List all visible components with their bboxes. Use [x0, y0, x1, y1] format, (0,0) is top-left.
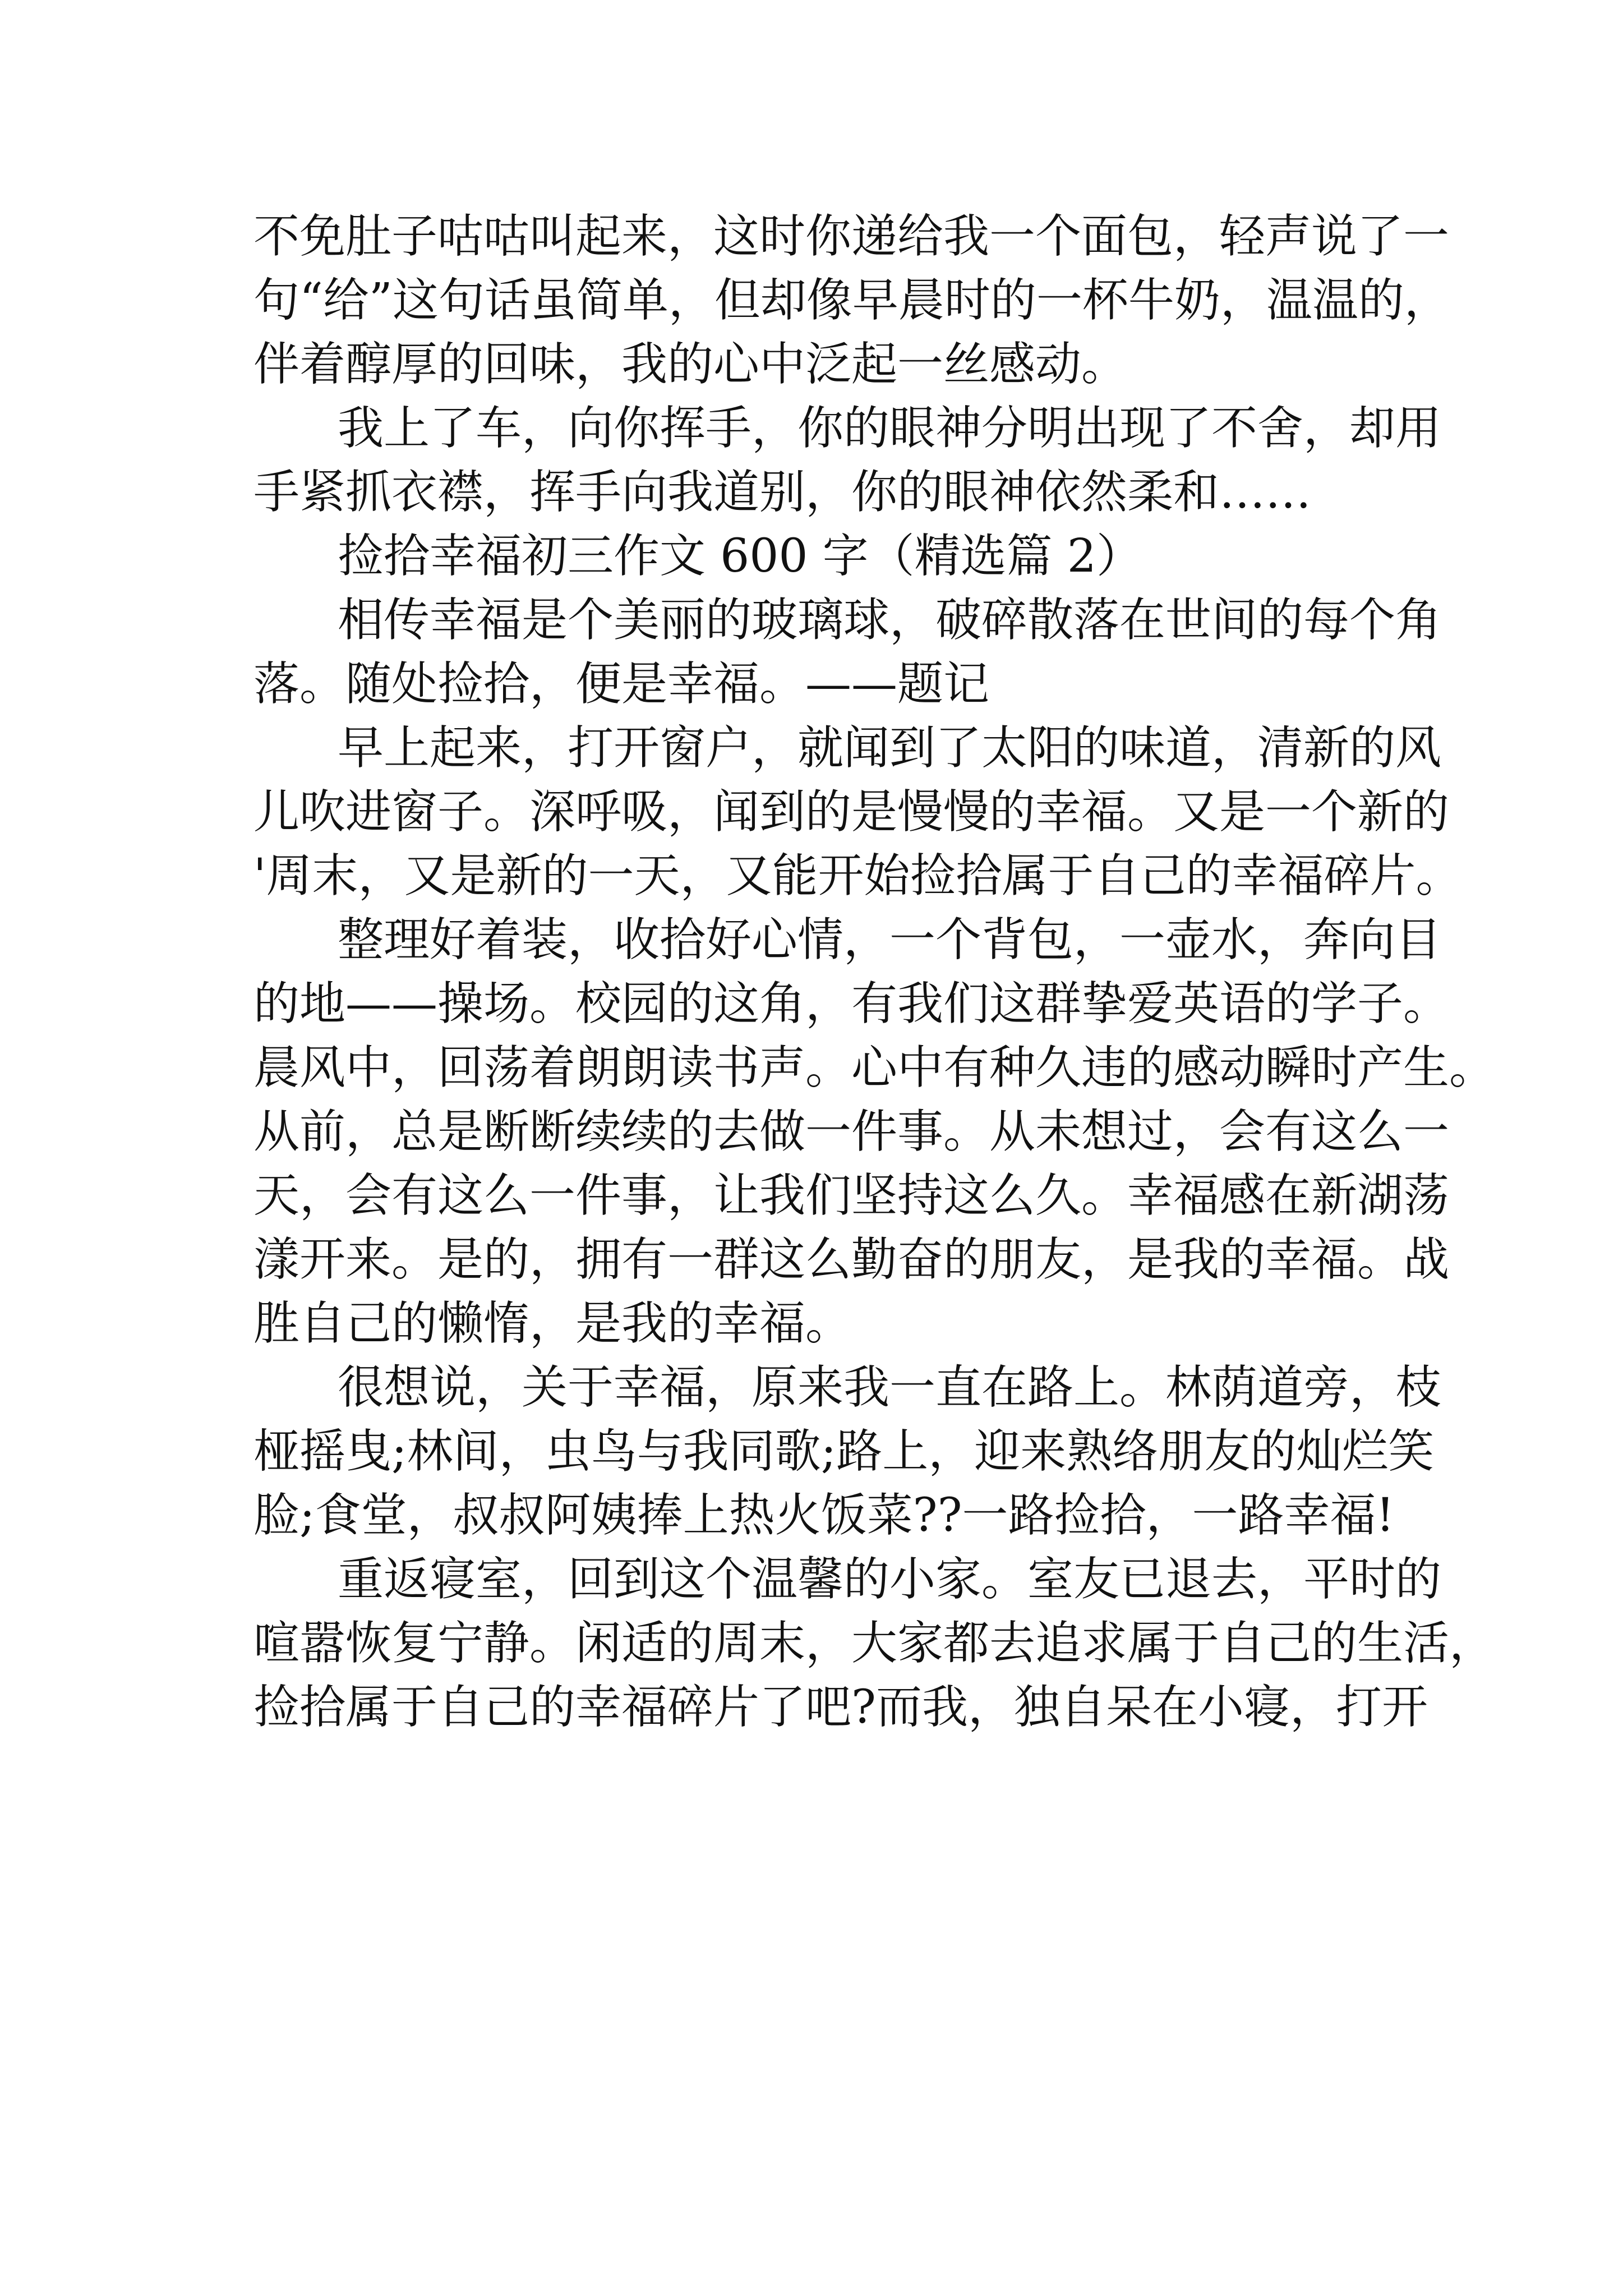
article-body: [253, 205, 1496, 1740]
text-line: 我上了车，向你挥手，你的眼神分明出现了不舍，却用: [338, 402, 1442, 455]
text-line: 脸;食堂，叔叔阿姨捧上热火饭菜??一路捡拾，一路幸福!: [253, 1489, 1395, 1542]
text-line: 胜自己的懒惰，是我的幸福。: [253, 1297, 852, 1350]
text-line: 喧嚣恢复宁静。闲适的周末，大家都去追求属于自己的生活，: [253, 1617, 1496, 1670]
text-line: 重返寝室，回到这个温馨的小家。室友已退去，平时的: [338, 1553, 1442, 1606]
text-line: 儿吹进窗子。深呼吸，闻到的是慢慢的幸福。又是一个新的: [253, 785, 1450, 839]
text-line: 桠摇曳;林间，虫鸟与我同歌;路上，迎来熟络朋友的灿烂笑: [253, 1425, 1435, 1478]
text-line: 落。随处捡拾，便是幸福。——题记: [253, 657, 990, 711]
text-line: 天，会有这么一件事，让我们坚持这么久。幸福感在新湖荡: [253, 1169, 1450, 1222]
text-line: 捡拾属于自己的幸福碎片了吧?而我，独自呆在小寝，打开: [253, 1681, 1428, 1734]
text-line: 相传幸福是个美丽的玻璃球，破碎散落在世间的每个角: [338, 593, 1442, 647]
text-line: 捡拾幸福初三作文 600 字（精选篇 2）: [338, 530, 1142, 583]
text-line: 句“给”这句话虽简单，但却像早晨时的一杯牛奶，温温的，: [253, 274, 1450, 327]
text-line: 伴着醇厚的回味，我的心中泛起一丝感动。: [253, 338, 1128, 391]
text-line: 手紧抓衣襟，挥手向我道别，你的眼神依然柔和……: [253, 466, 1312, 519]
text-line: 从前，总是断断续续的去做一件事。从未想过，会有这么一: [253, 1105, 1450, 1158]
text-line: 整理好着装，收拾好心情，一个背包，一壶水，奔向目: [338, 913, 1442, 967]
text-line: '周末，又是新的一天，又能开始捡拾属于自己的幸福碎片。: [253, 849, 1462, 903]
text-line: 的地——操场。校园的这角，有我们这群挚爱英语的学子。: [253, 977, 1450, 1030]
text-line: 很想说，关于幸福，原来我一直在路上。林荫道旁，枝: [338, 1361, 1442, 1414]
text-line: 晨风中，回荡着朗朗读书声。心中有种久违的感动瞬时产生。: [253, 1041, 1496, 1094]
text-line: 漾开来。是的，拥有一群这么勤奋的朋友，是我的幸福。战: [253, 1233, 1450, 1286]
text-line: 早上起来，打开窗户，就闻到了太阳的味道，清新的风: [338, 721, 1442, 775]
text-line: 不免肚子咕咕叫起来，这时你递给我一个面包，轻声说了一: [253, 210, 1450, 263]
